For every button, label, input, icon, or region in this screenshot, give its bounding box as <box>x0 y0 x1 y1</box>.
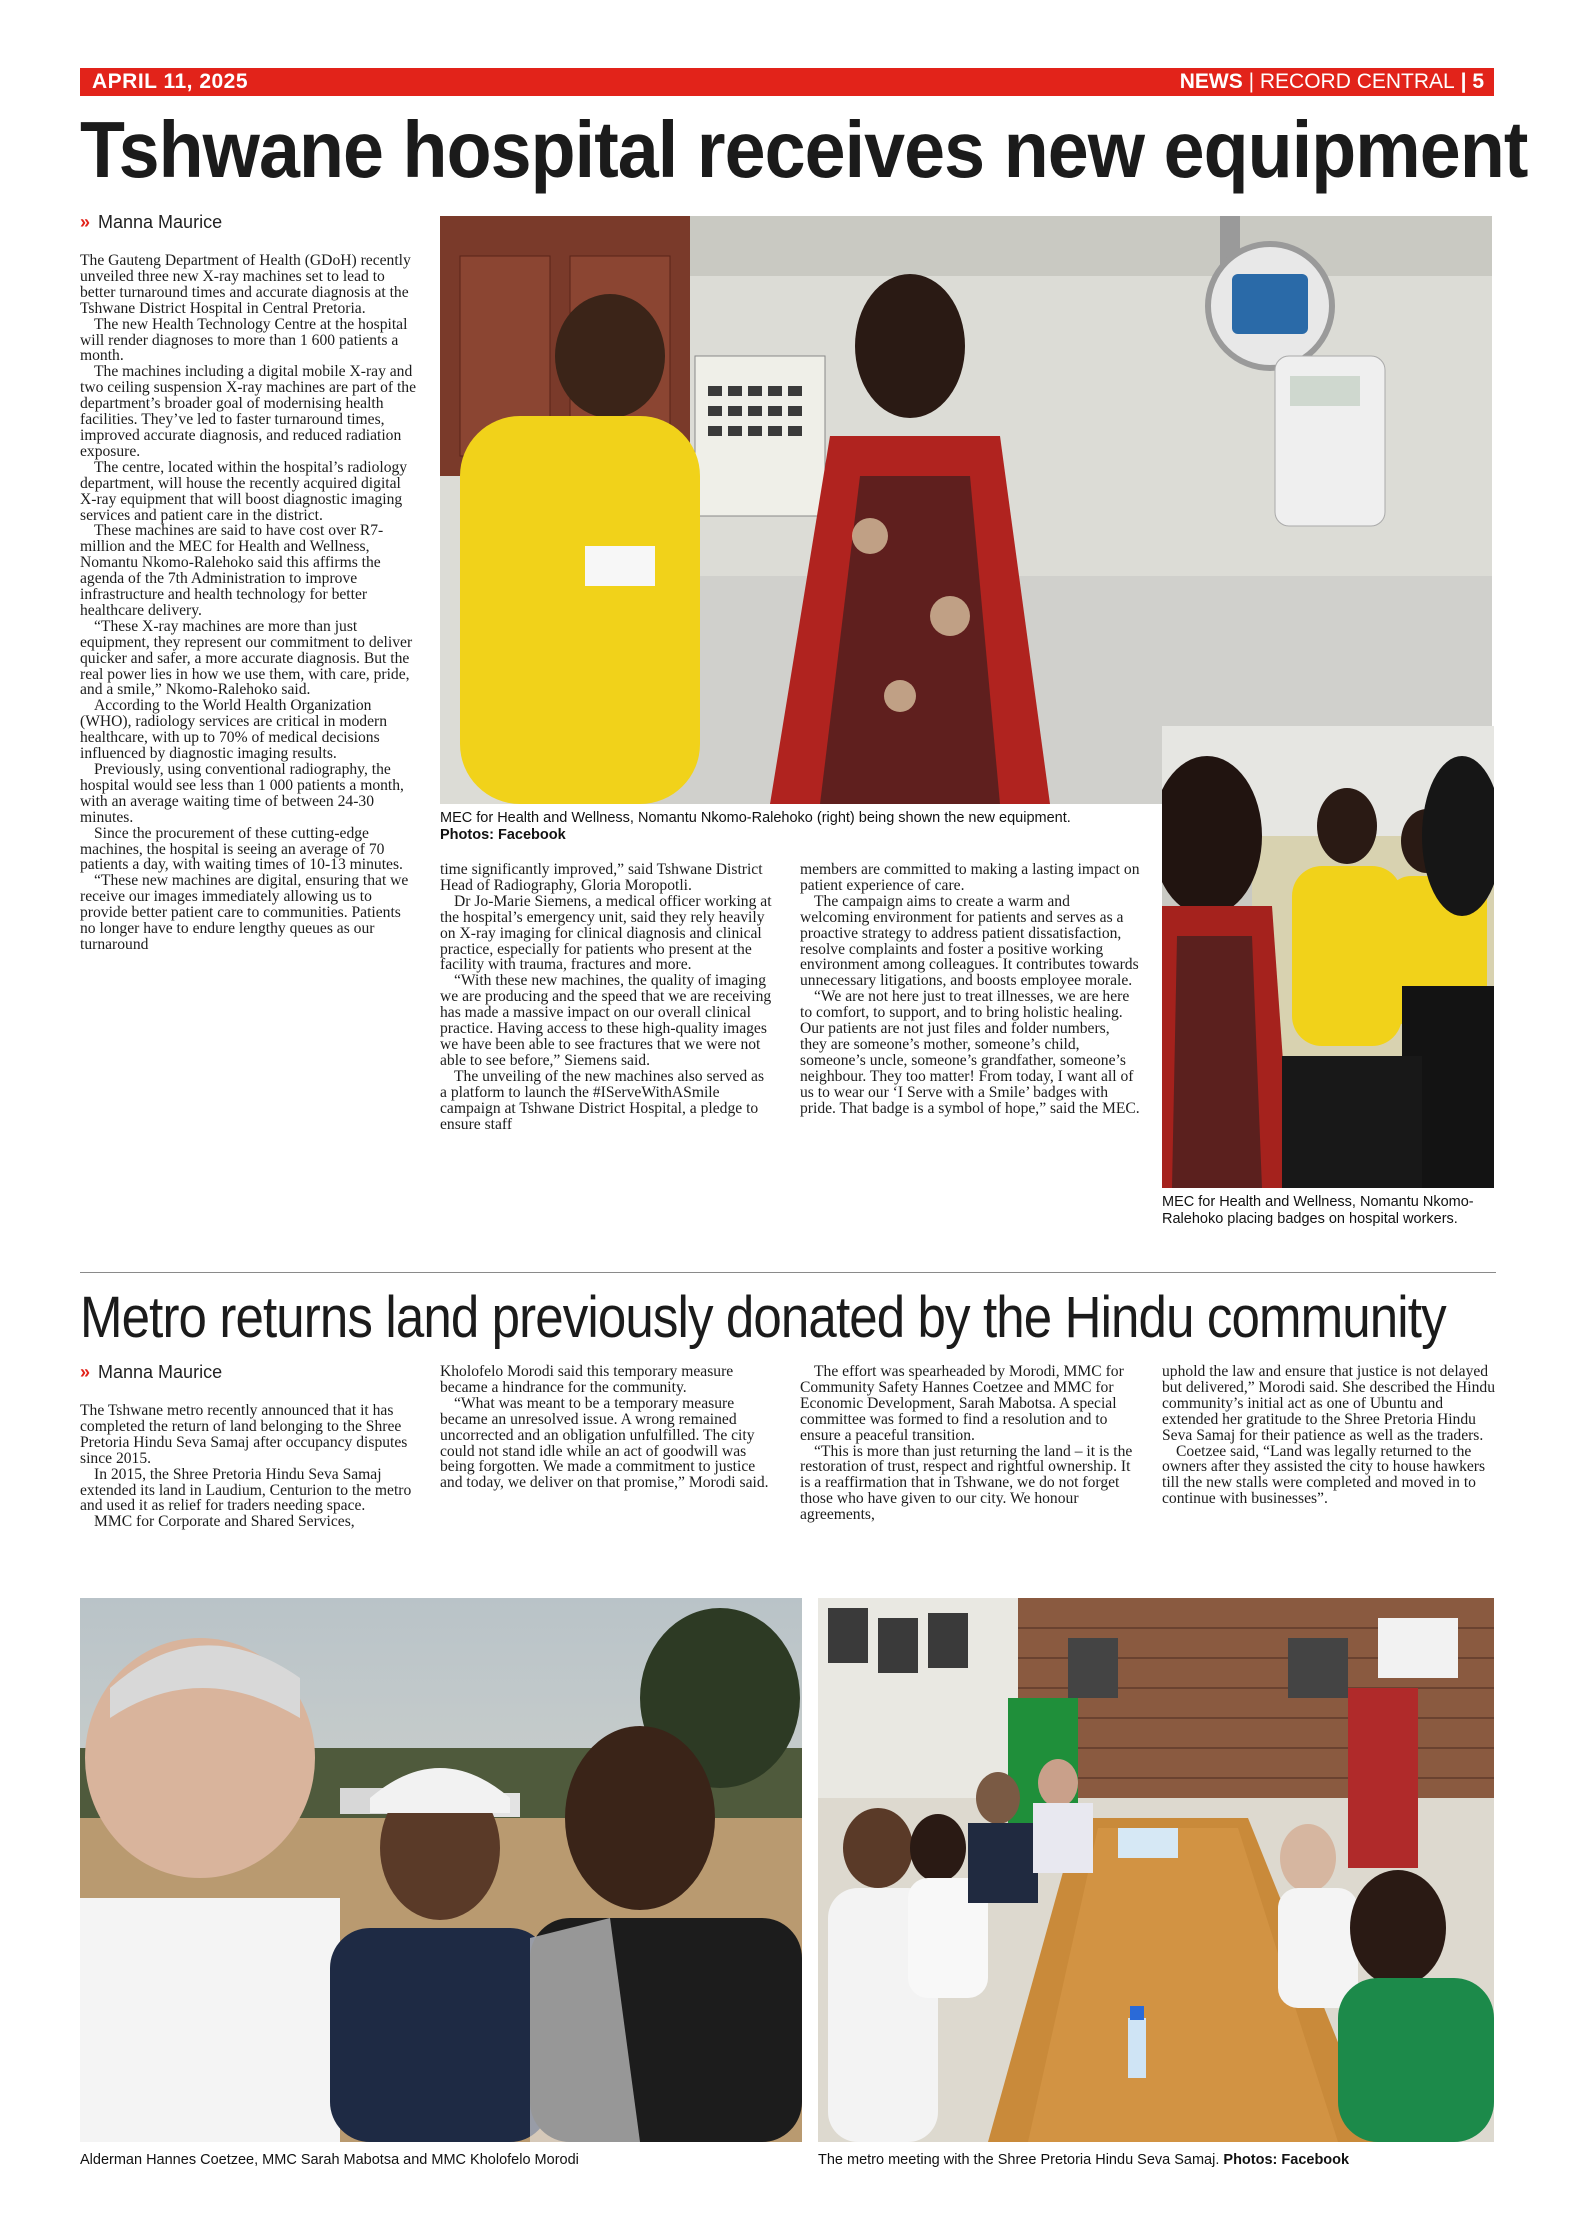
story2-column-2 <box>440 1364 780 1491</box>
paragraph: “These X-ray machines are more than just equipment, they represent our commitment to deliver quicker and safer, a more accurate diagnosis. But the real power lies in how we use them, with care, pride, and a smile,” Nkomo-Ralehoko said. <box>80 617 413 699</box>
paragraph: According to the World Health Organization (WHO), radiology services are critical in modern healthcare, with up to 70% of medical decisions influenced by diagnostic imaging results. <box>80 697 387 763</box>
story-divider <box>80 1272 1496 1273</box>
photo-metro-meeting <box>818 1598 1494 2142</box>
paragraph: “We are not here just to treat illnesses, we are here to comfort, to support, and to bring holistic healing. Our patients are not just files and folder numbers, they are someone’s mother, someone’s child, someone’s uncle, someone’s grandfather, someone’s neighbour. They too matter! From today, I want all of us to wear our ‘I Serve with a Smile’ badges with pride. That badge is a symbol of hope,” said the MEC. <box>800 988 1140 1117</box>
story2-column-3 <box>800 1364 1140 1523</box>
photo-metro-meeting-image <box>818 1598 1494 2142</box>
masthead-bar <box>80 68 1494 96</box>
paragraph: uphold the law and ensure that justice is not delayed but delivered,” Morodi said. She described the Hindu community’s initial act as one of Ubuntu and extended her gratitude to the Shree Pretoria Hindu Seva Samaj for their patience as well as the traders. <box>1162 1363 1496 1444</box>
paragraph: Kholofelo Morodi said this temporary measure became a hindrance for the community. <box>440 1363 734 1396</box>
photo-badges-image <box>1162 726 1494 1188</box>
paragraph: time significantly improved,” said Tshwane District Head of Radiography, Gloria Moropotli. <box>440 861 763 894</box>
paragraph: Previously, using conventional radiography, the hospital would see less than 1 000 patients a month, with an average waiting time of between 24-30 minutes. <box>80 761 404 826</box>
photo-officials-selfie-image <box>80 1598 802 2142</box>
paragraph: The campaign aims to create a warm and welcoming environment for patients and serves as a proactive strategy to address patient dissatisfaction, resolve complaints and foster a positive working environment among colleagues. It contributes towards unnecessary litigations, and boosts employee morale. <box>800 892 1139 990</box>
photo-credit: Photos: Facebook <box>440 827 566 843</box>
photo-mec-equipment-caption <box>440 810 1120 844</box>
photo-mec-equipment <box>440 216 1492 804</box>
photo-badges <box>1162 726 1494 1188</box>
story2-column-4 <box>1162 1364 1496 1507</box>
paragraph: The Gauteng Department of Health (GDoH) recently unveiled three new X-ray machines set to lead to better turnaround times and accurate diagnosis at the Tshwane District Hospital in Central Pretoria. <box>80 252 411 317</box>
paragraph: Since the procurement of these cutting-edge machines, the hospital is seeing an average of 70 patients a day, with waiting times of 10-13 minutes. <box>80 824 403 874</box>
issue-date: APRIL 11, 2025 <box>92 70 249 93</box>
publication-name: RECORD CENTRAL <box>1259 70 1455 93</box>
byline-author: Manna Maurice <box>98 1362 223 1382</box>
byline-author: Manna Maurice <box>98 212 223 232</box>
photo-mec-equipment-image <box>440 216 1492 804</box>
byline-marker-icon: » <box>80 212 91 232</box>
paragraph: The machines including a digital mobile X-ray and two ceiling suspension X-ray machines are part of the department’s broader goal of modernising health facilities. They’ve led to faster turnaround times, improved accurate diagnosis, and reduced radiation exposure. <box>80 363 417 460</box>
story2-byline <box>80 1362 222 1383</box>
paragraph: The centre, located within the hospital’s radiology department, will house the recently acquired digital X-ray equipment that will boost diagnostic imaging services and patient care in the district. <box>80 458 408 524</box>
section-name: NEWS <box>1179 70 1243 93</box>
paragraph: “With these new machines, the quality of imaging we are producing and the speed that we are receiving has made a massive impact on our overall clinical practice. Having access to these high-quality images we have been able to see fractures that we were not able to see before,” Siemens said. <box>440 972 772 1069</box>
photo-officials-selfie <box>80 1598 802 2142</box>
paragraph: members are committed to making a lasting impact on patient experience of care. <box>800 861 1140 894</box>
paragraph: Coetzee said, “Land was legally returned to the owners after they assisted the city to house hawkers till the new stalls were completed and moved in to continue with businesses”. <box>1162 1442 1486 1508</box>
caption-text: MEC for Health and Wellness, Nomantu Nkomo-Ralehoko (right) being shown the new equipment. <box>440 810 1071 826</box>
paragraph: In 2015, the Shree Pretoria Hindu Seva Samaj extended its land in Laudium, Centurion to the metro and used it as relief for traders needing space. <box>80 1465 412 1515</box>
paragraph: MMC for Corporate and Shared Services, <box>94 1513 355 1531</box>
story1-column-2 <box>440 862 774 1132</box>
page-number: 5 <box>1472 70 1484 93</box>
paragraph: “This is more than just returning the land – it is the restoration of trust, respect and rightful ownership. It is a reaffirmation that in Tshwane, we do not forget those who have given to our city. We honour agreements, <box>800 1442 1133 1524</box>
paragraph: “What was meant to be a temporary measure became an unresolved issue. A wrong remained uncorrected and an obligation unfulfilled. The city could not stand idle while an act of goodwill was being forgotten. We made a commitment to justice and today, we deliver on that promise,” Morodi said. <box>440 1394 769 1492</box>
separator: | <box>1248 70 1255 93</box>
paragraph: The Tshwane metro recently announced that it has completed the return of land belonging to the Shree Pretoria Hindu Seva Samaj after occupancy disputes since 2015. <box>80 1402 408 1467</box>
story1-column-3 <box>800 862 1140 1117</box>
story2-column-1 <box>80 1403 420 1530</box>
caption-text: The metro meeting with the Shree Pretoria Hindu Seva Samaj. <box>818 2152 1220 2168</box>
byline-marker-icon: » <box>80 1362 91 1382</box>
photo-credit: Photos: Facebook <box>1223 2152 1350 2168</box>
paragraph: The unveiling of the new machines also served as a platform to launch the #IServeWithASmile campaign at Tshwane District Hospital, a pledge to ensure staff <box>440 1067 765 1133</box>
photo-metro-meeting-caption <box>818 2152 1498 2169</box>
story1-headline: Tshwane hospital receives new equipment <box>80 105 1528 194</box>
paragraph: The new Health Technology Centre at the hospital will render diagnoses to more than 1 600 patients a month. <box>80 315 408 365</box>
story2-headline: Metro returns land previously donated by the Hindu community <box>80 1285 1446 1350</box>
paragraph: “These new machines are digital, ensuring that we receive our images immediately allowing us to provide better patient care to communities. Patients no longer have to endure lengthy queues as our turnaround <box>80 872 409 953</box>
photo-badges-caption: MEC for Health and Wellness, Nomantu Nkomo-Ralehoko placing badges on hospital workers. <box>1162 1194 1474 1227</box>
section-label <box>1180 70 1484 94</box>
paragraph: Dr Jo-Marie Siemens, a medical officer working at the hospital’s emergency unit, said they rely heavily on X-ray imaging for clinical diagnosis and clinical practice, especially for patients who present at the facility with trauma, fractures and more. <box>440 892 772 974</box>
story1-column-1 <box>80 253 420 953</box>
separator: | <box>1460 70 1467 93</box>
story1-byline <box>80 212 222 233</box>
paragraph: These machines are said to have cost over R7-million and the MEC for Health and Wellness, Nomantu Nkomo-Ralehoko said this affirms the agenda of the 7th Administration to improve infrastructure and health technology for better healthcare delivery. <box>80 522 384 619</box>
paragraph: The effort was spearheaded by Morodi, MMC for Community Safety Hannes Coetzee and MMC for Economic Development, Sarah Mabotsa. A special committee was formed to find a resolution and to ensure a peaceful transition. <box>800 1363 1124 1444</box>
photo-officials-selfie-caption: Alderman Hannes Coetzee, MMC Sarah Mabotsa and MMC Kholofelo Morodi <box>80 2152 579 2168</box>
